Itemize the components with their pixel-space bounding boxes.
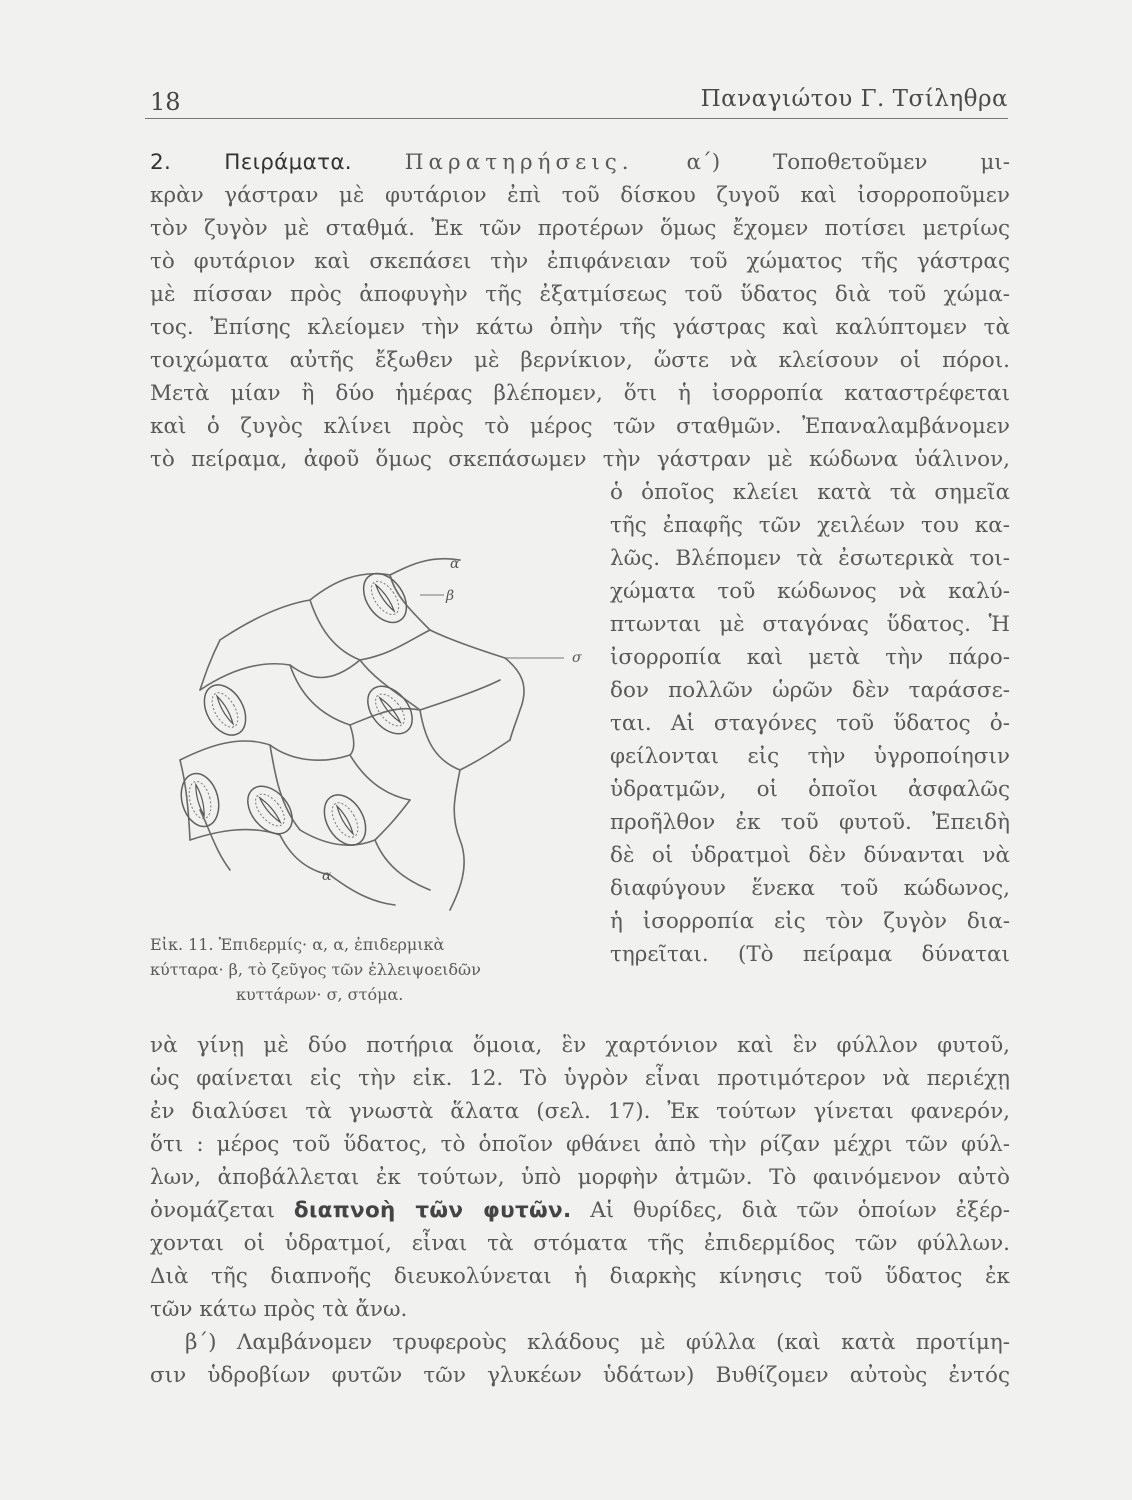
text-line-part: ὀνομάζεται: [150, 1198, 276, 1223]
text-line: τὸ φυτάριον καὶ σκεπάσει τὴν ἐπιφάνειαν τοῦ χώματος τῆς γάστρας: [150, 249, 1010, 274]
text-line: διαφύγουν ἕνεκα τοῦ κώδωνος,: [610, 876, 1010, 901]
stoma-pore: [215, 695, 235, 725]
text-line: [150, 1200, 1010, 1222]
text-line: τὸ πείραμα, ἀφοῦ ὅμως σκεπάσωμεν τὴν γάστραν μὲ κώδωνα ὑάλινον,: [150, 447, 1010, 472]
text-line-part: α΄) Τοποθετοῦμεν μι-: [686, 150, 1010, 175]
text-line: ἡ ἰσορροπία εἰς τὸν ζυγὸν δια-: [610, 909, 1010, 934]
text-line: τῆς ἐπαφῆς τῶν χειλέων του κα-: [610, 513, 1010, 538]
text-line: τηρεῖται. (Τὸ πείραμα δύναται: [610, 942, 1010, 967]
cell-wall: [180, 741, 350, 760]
cell-wall: [505, 658, 524, 740]
text-line: ὁ ὁποῖος κλείει κατὰ τὰ σημεῖα: [610, 480, 1010, 505]
cell-wall: [220, 559, 460, 640]
text-line: πτωνται μὲ σταγόνας ὕδατος. Ἡ: [610, 612, 1010, 637]
text-line: β΄) Λαμβάνομεν τρυφεροὺς κλάδους μὲ φύλλα (καὶ κατὰ προτίμη-: [185, 1330, 1010, 1355]
cell-wall: [330, 875, 395, 905]
stoma: [176, 769, 225, 830]
text-line: ὅτι : μέρος τοῦ ὕδατος, τὸ ὁποῖον φθάνει ἀπὸ τὴν ρίζαν μέχρι τῶν φύλ-: [150, 1132, 1010, 1157]
text-line: ὡς φαίνεται εἰς τὴν εἰκ. 12. Τὸ ὑγρὸν εἶναι προτιμότερον νὰ περιέχῃ: [150, 1066, 1010, 1091]
cell-wall: [375, 800, 430, 890]
text-line: [150, 152, 1010, 174]
guard-cell-content: [366, 577, 404, 620]
text-line: νὰ γίνῃ μὲ δύο ποτήρια ὅμοια, ἓν χαρτόνιον καὶ ἓν φύλλον φυτοῦ,: [150, 1033, 1010, 1058]
stoma-pore: [335, 805, 355, 835]
stoma-pore: [258, 796, 282, 823]
guard-cell-content: [207, 689, 243, 732]
cell-wall: [200, 640, 220, 690]
figure-caption-line: κυττάρων· σ, στόμα.: [236, 985, 404, 1004]
cell-wall: [310, 600, 505, 660]
page-number: 18: [150, 88, 181, 116]
text-line: Διὰ τῆς διαπνοῆς διευκολύνεται ἡ διαρκὴς κίνησις τοῦ ὕδατος ἐκ: [150, 1264, 1010, 1289]
stoma-pore: [374, 584, 396, 613]
text-line: δον πολλῶν ὡρῶν δὲν ταράσσε-: [610, 678, 1010, 703]
text-line: προῆλθον ἐκ τοῦ φυτοῦ. Ἐπειδὴ: [610, 810, 1010, 835]
guard-cell-outline: [176, 769, 225, 830]
text-line: σιν ὑδροβίων φυτῶν τῶν γλυκέων ὑδάτων) Βυθίζομεν αὐτοὺς ἐντός: [150, 1363, 1010, 1388]
text-line: τοιχώματα αὐτῆς ἔξωθεν μὲ βερνίκιον, ὥστε νὰ κλείσουν οἱ πόροι.: [150, 348, 1010, 373]
text-line: ἰσορροπία καὶ μετὰ τὴν πάρο-: [610, 645, 1010, 670]
text-line: κρὰν γάστραν μὲ φυτάριον ἐπὶ τοῦ δίσκου ζυγοῦ καὶ ἰσορροποῦμεν: [150, 183, 1010, 208]
stoma: [239, 778, 301, 843]
running-title: Παναγιώτου Γ. Τσίληθρα: [700, 86, 1008, 112]
guard-cell-content: [185, 779, 214, 821]
text-line: Μετὰ μίαν ἢ δύο ἡμέρας βλέπομεν, ὅτι ἡ ἰσορροπία καταστρέφεται: [150, 381, 1010, 406]
guard-cell-content: [250, 789, 290, 831]
text-line: μὲ πίσσαν πρὸς ἀποφυγὴν τῆς ἐξατμίσεως τοῦ ὕδατος διὰ τοῦ χώμα-: [150, 282, 1010, 307]
guard-cell-outline: [239, 778, 301, 843]
text-line: τῶν κάτω πρὸς τὰ ἄνω.: [150, 1297, 408, 1322]
text-line: ὑδρατμῶν, οἱ ὁποῖοι ἀσφαλῶς: [610, 777, 1010, 802]
text-line-part: Αἱ θυρίδες, διὰ τῶν ὁποίων ἐξέρ-: [590, 1198, 1010, 1223]
text-line: λῶς. Βλέπομεν τὰ ἐσωτερικὰ τοι-: [610, 546, 1010, 571]
cell-wall: [450, 770, 464, 910]
guard-cell-content: [327, 799, 363, 842]
stoma: [355, 566, 415, 631]
text-line: φείλονται εἰς τὴν ὑγροποίησιν: [610, 744, 1010, 769]
section-subheading: Παρατηρήσεις.: [404, 150, 634, 175]
text-line: χώματα τοῦ κώδωνος νὰ καλύ-: [610, 579, 1010, 604]
text-line: χονται οἱ ὑδρατμοί, εἶναι τὰ στόματα τῆς ἐπιδερμίδος τῶν φύλλων.: [150, 1231, 1010, 1256]
text-line: καὶ ὁ ζυγὸς κλίνει πρὸς τὸ μέρος τῶν σταθμῶν. Ἐπαναλαμβάνομεν: [150, 414, 1010, 439]
cell-wall: [420, 710, 510, 770]
epidermis-illustration: [160, 510, 600, 930]
figure-caption-line: Εἰκ. 11. Ἐπιδερμίς· α, α, ἐπιδερμικὰ: [150, 935, 445, 954]
term-transpiration: διαπνοὴ τῶν φυτῶν.: [293, 1198, 572, 1223]
guard-cell-outline: [355, 566, 415, 631]
text-line: τὸν ζυγὸν μὲ σταθμά. Ἐκ τῶν προτέρων ὅμως ἔχομεν ποτίσει μετρίως: [150, 216, 1010, 241]
text-line: δὲ οἱ ὑδρατμοὶ δὲν δύνανται νὰ: [610, 843, 1010, 868]
text-line: ται. Αἱ σταγόνες τοῦ ὕδατος ὀ-: [610, 711, 1010, 736]
figure-label-sigma: σ: [572, 650, 582, 666]
section-title: 2. Πειράματα.: [150, 150, 352, 175]
figure-label-alpha-top: α: [450, 556, 460, 572]
text-line: ἐν διαλύσει τὰ γνωστὰ ἅλατα (σελ. 17). Ἐκ τούτων γίνεται φανερόν,: [150, 1099, 1010, 1124]
figure-label-beta: β: [446, 588, 455, 604]
figure-label-alpha-bottom: α: [322, 868, 332, 884]
figure-caption-line: κύτταρα· β, τὸ ζεῦγος τῶν ἐλλειψοειδῶν: [150, 960, 481, 979]
cell-wall: [350, 725, 410, 800]
cell-wall: [360, 660, 500, 710]
text-line: τος. Ἐπίσης κλείομεν τὴν κάτω ὀπὴν τῆς γάστρας καὶ καλύπτομεν τὰ: [150, 315, 1010, 340]
header-rule: [145, 118, 1008, 119]
epidermis-figure: [160, 510, 600, 930]
text-line: λων, ἀποβάλλεται ἐκ τούτων, ὑπὸ μορφὴν ἀτμῶν. Τὸ φαινόμενον αὐτὸ: [150, 1165, 1010, 1190]
